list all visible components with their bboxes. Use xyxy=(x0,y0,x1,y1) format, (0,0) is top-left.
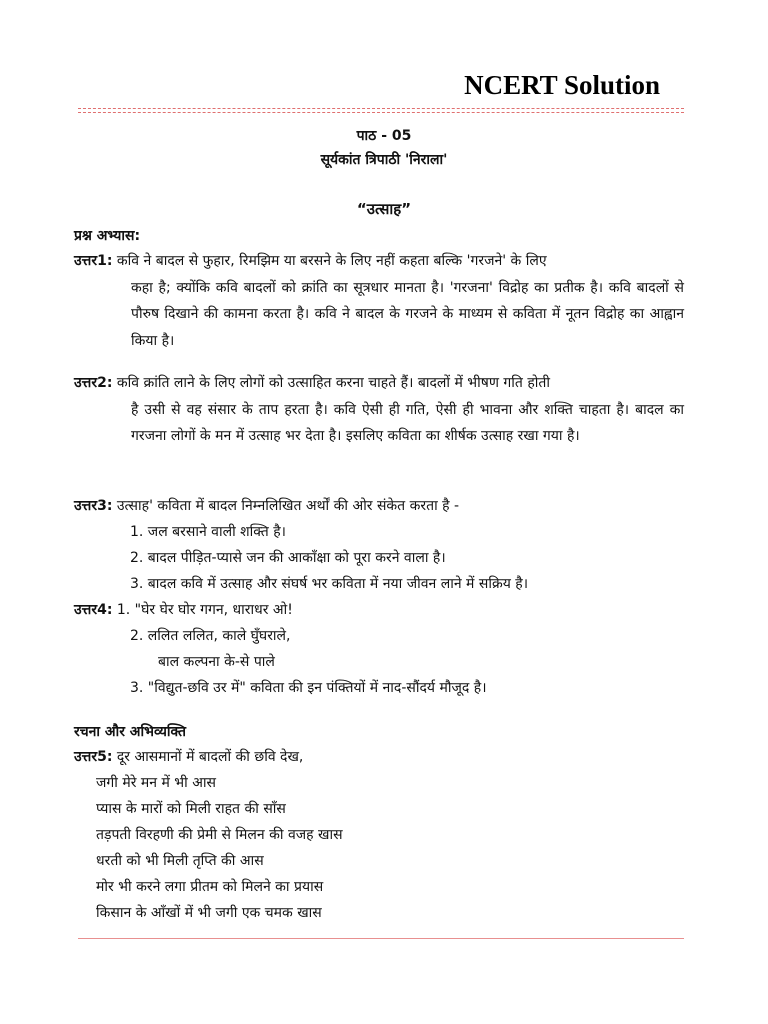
answer-label: उत्तर2: xyxy=(74,375,113,391)
list-item: 3. "विद्युत-छवि उर में" कविता की इन पंक्तियों में नाद-सौंदर्य मौजूद है। xyxy=(130,680,487,696)
author-name: सूर्यकांत त्रिपाठी 'निराला' xyxy=(320,152,448,168)
answer-2 xyxy=(74,370,684,450)
poem-line: किसान के आँखों में भी जगी एक चमक खास xyxy=(96,905,322,921)
answer-text-continuation: है उसी से वह संसार के ताप हरता है। कवि ऐसी ही गति, ऐसी ही भावना और शक्ति चाहता है। बादल का गरजना लोगों के मन में उत्साह भर देता है। इसलिए कविता का शीर्षक उत्साह रखा गया है। xyxy=(131,401,684,444)
answer-label: उत्तर3: xyxy=(74,498,113,514)
poem-line: धरती को भी मिली तृप्ति की आस xyxy=(96,853,264,869)
list-item: 3. बादल कवि में उत्साह और संघर्ष भर कविता में नया जीवन लाने में सक्रिय है। xyxy=(130,576,529,592)
poem-line: तड़पती विरहणी की प्रेमी से मिलन की वजह खास xyxy=(96,827,343,843)
answer-5-first xyxy=(74,747,303,766)
list-item: 1. "घेर घेर घोर गगन, धाराधर ओ! xyxy=(116,602,293,618)
answer-3-intro xyxy=(74,496,459,515)
poem-line: जगी मेरे मन में भी आस xyxy=(96,775,216,791)
list-item-continuation: बाल कल्पना के-से पाले xyxy=(158,654,275,670)
poem-line: दूर आसमानों में बादलों की छवि देख, xyxy=(116,749,304,765)
answer-text-first-line: कवि ने बादल से फुहार, रिमझिम या बरसने के लिए नहीं कहता बल्कि 'गरजने' के लिए xyxy=(116,253,547,269)
answer-1 xyxy=(74,248,684,354)
answer-label: उत्तर5: xyxy=(74,749,113,765)
brand-title: NCERT Solution xyxy=(464,70,660,100)
answer-label: उत्तर4: xyxy=(74,602,113,618)
list-item: 1. जल बरसाने वाली शक्ति है। xyxy=(130,524,286,540)
poem-line: प्यास के मारों को मिली राहत की साँस xyxy=(96,801,286,817)
poem-line: मोर भी करने लगा प्रीतम को मिलने का प्रयास xyxy=(96,879,324,895)
header-divider xyxy=(78,108,684,113)
poem-title: “उत्साह” xyxy=(356,200,412,218)
list-item: 2. बादल पीड़ित-प्यासे जन की आकाँक्षा को पूरा करने वाला है। xyxy=(130,550,446,566)
section-heading-composition: रचना और अभिव्यक्ति xyxy=(74,724,186,740)
answer-text-continuation: कहा है; क्योंकि कवि बादलों को क्रांति का सूत्रधार मानता है। 'गरजना' विद्रोह का प्रतीक है। कवि बादलों से पौरुष दिखाने की कामना करता है। कवि ने बादल के गरजने के माध्यम से कविता में नूतन विद्रोह का आह्वान किया है। xyxy=(131,279,684,349)
answer-text: उत्साह' कविता में बादल निम्नलिखित अर्थों की ओर संकेत करता है - xyxy=(116,498,460,514)
answer-4-first xyxy=(74,600,293,619)
chapter-number: पाठ - 05 xyxy=(356,128,412,144)
section-heading-exercises: प्रश्न अभ्यास: xyxy=(74,228,141,244)
answer-label: उत्तर1: xyxy=(74,253,113,269)
footer-divider xyxy=(78,938,684,939)
answer-text-first-line: कवि क्रांति लाने के लिए लोगों को उत्साहित करना चाहते हैं। बादलों में भीषण गति होती xyxy=(116,375,551,391)
list-item: 2. ललित ललित, काले घुँघराले, xyxy=(130,628,291,644)
